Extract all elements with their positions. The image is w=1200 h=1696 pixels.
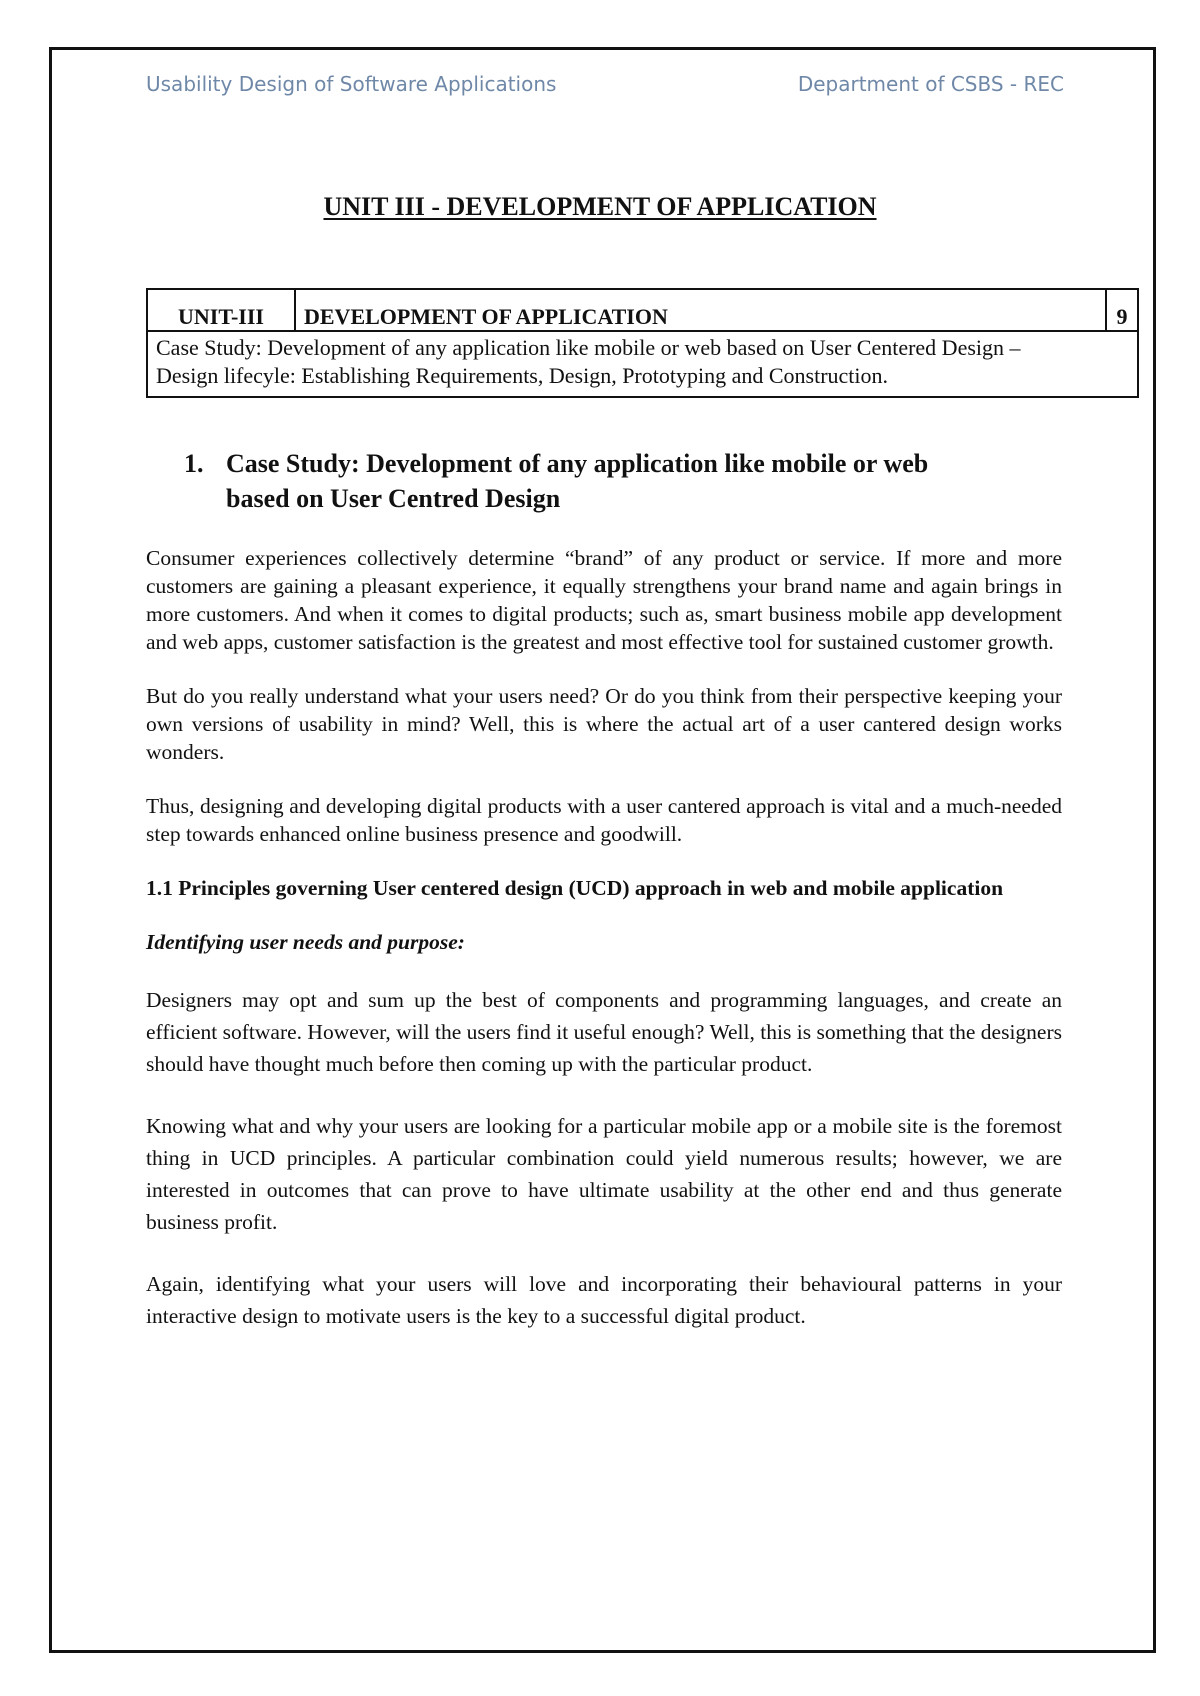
syllabus-table [146, 288, 1139, 398]
section-number: 1. [184, 449, 204, 478]
header-department: Department of CSBS - REC [797, 72, 1064, 96]
document-body [146, 446, 1062, 1362]
paragraph: Knowing what and why your users are looking for a particular mobile app or a mobile site is the foremost thing in UCD principles. A particular combination could yield numerous results; however, we are interested in outcomes that can prove to have ultimate usability at the other end and thus generate business profit. [146, 1114, 1062, 1234]
paragraph: Consumer experiences collectively determine “brand” of any product or service. If more and more customers are gaining a pleasant experience, it equally strengthens your brand name and again brings in more customers. And when it comes to digital products; such as, smart business mobile app development and web apps, customer satisfaction is the greatest and most effective tool for sustained customer growth. [146, 546, 1062, 654]
header-course-title: Usability Design of Software Applications [146, 72, 557, 96]
subsection-heading: 1.1 Principles governing User centered design (UCD) approach in web and mobile application [146, 876, 1004, 900]
syllabus-header-row [147, 289, 1138, 331]
unit-title: UNIT III - DEVELOPMENT OF APPLICATION [323, 192, 877, 221]
paragraph: Designers may opt and sum up the best of components and programming languages, and create an efficient software. However, will the users find it useful enough? Well, this is something that the designers should have thought much before then coming up with the particular product. [146, 988, 1062, 1076]
paragraph: Thus, designing and developing digital products with a user cantered approach is vital and a much-needed step towards enhanced online business presence and goodwill. [146, 794, 1062, 846]
paragraph: But do you really understand what your users need? Or do you think from their perspective keeping your own versions of usability in mind? Well, this is where the actual art of a user cantered design works wonders. [146, 684, 1062, 764]
syllabus-description-cell [147, 331, 1138, 397]
syllabus-description-row [147, 331, 1138, 397]
section-title: Case Study: Development of any application like mobile or web based on User Centred Design [226, 449, 929, 513]
syllabus-description-line: Case Study: Development of any application like mobile or web based on User Centered Design – [156, 335, 1021, 360]
italic-subheading: Identifying user needs and purpose: [146, 930, 465, 954]
syllabus-title-cell: DEVELOPMENT OF APPLICATION [295, 289, 1106, 331]
syllabus-credits-cell: 9 [1106, 289, 1138, 331]
paragraph: Again, identifying what your users will love and incorporating their behavioural patterns in your interactive design to motivate users is the key to a successful digital product. [146, 1272, 1062, 1328]
section-heading [184, 446, 1062, 516]
syllabus-unit-cell: UNIT-III [147, 289, 295, 331]
syllabus-description-line: Design lifecyle: Establishing Requirements, Design, Prototyping and Construction. [156, 363, 889, 388]
